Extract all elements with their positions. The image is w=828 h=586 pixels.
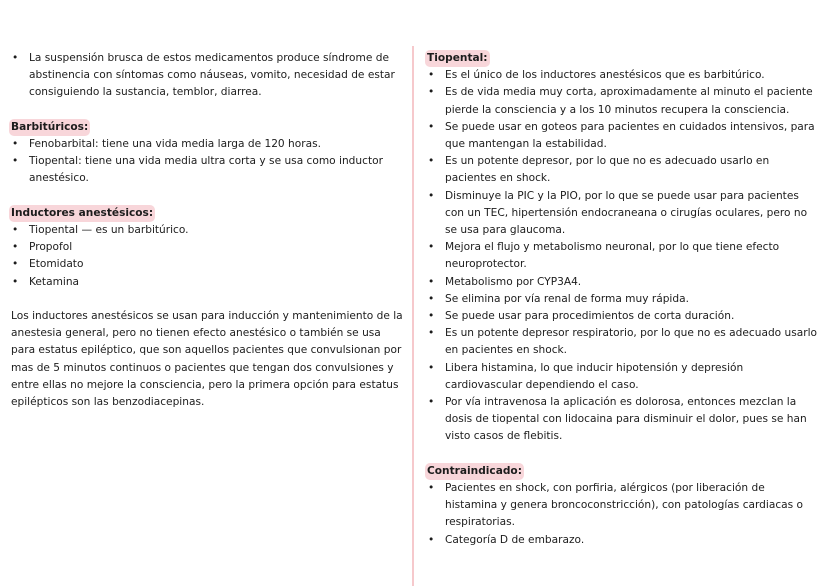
list-item: • Tiopental — es un barbitúrico. — [11, 222, 403, 239]
left-column — [11, 50, 403, 411]
section-heading-contraindicado: Contraindicado: — [425, 463, 524, 480]
list-item: • Es de vida media muy corta, aproximadamente al minuto el paciente pierde la consciencia y a los 10 minutos recupera la consciencia. — [427, 84, 819, 118]
list-item: • Propofol — [11, 239, 403, 256]
list-item: • Mejora el flujo y metabolismo neuronal, por lo que tiene efecto neuroprotector. — [427, 239, 819, 273]
list-item: • Metabolismo por CYP3A4. — [427, 274, 819, 291]
list-item: • Disminuye la PIC y la PIO, por lo que se puede usar para pacientes con un TEC, hipertensión endocraneana o cirugías oculares, pero no se usa para glaucoma. — [427, 188, 819, 240]
list-item: • Fenobarbital: tiene una vida media larga de 120 horas. — [11, 136, 403, 153]
inductores-list — [11, 222, 403, 291]
list-item: • Por vía intravenosa la aplicación es dolorosa, entonces mezclan la dosis de tiopental con lidocaina para disminuir el dolor, pues se han visto casos de flebitis. — [427, 394, 819, 446]
right-column — [427, 50, 819, 549]
list-item: • Categoría D de embarazo. — [427, 532, 819, 549]
section-heading-barbituricos: Barbitúricos: — [9, 119, 90, 136]
list-item: • Tiopental: tiene una vida media ultra corta y se usa como inductor anestésico. — [11, 153, 403, 187]
list-item: • Se puede usar en goteos para pacientes en cuidados intensivos, para que mantengan la estabilidad. — [427, 119, 819, 153]
column-divider — [412, 46, 414, 586]
section-heading-inductores: Inductores anestésicos: — [9, 205, 155, 222]
list-item: • Se puede usar para procedimientos de corta duración. — [427, 308, 819, 325]
list-item: • Es el único de los inductores anestésicos que es barbitúrico. — [427, 67, 819, 84]
list-item: • La suspensión brusca de estos medicamentos produce síndrome de abstinencia con síntomas como náuseas, vomito, necesidad de estar consiguiendo la sustancia, temblor, diarrea. — [11, 50, 403, 102]
contraindicado-list — [427, 480, 819, 549]
list-item: • Es un potente depresor respiratorio, por lo que no es adecuado usarlo en pacientes en shock. — [427, 325, 819, 359]
body-paragraph: Los inductores anestésicos se usan para inducción y mantenimiento de la anestesia general, pero no tienen efecto anestésico o también se usa para estatus epiléptico, que son aquellos pacientes que convulsionan por mas de 5 minutos continuos o pacientes que tengan dos convulsiones y entre ellas no mejore la consciencia, pero la primera opción para estatus epilépticos son las benzodiacepinas. — [11, 310, 403, 409]
section-heading-tiopental: Tiopental: — [425, 50, 490, 67]
list-item: • Pacientes en shock, con porfiria, alérgicos (por liberación de histamina y genera broncoconstricción), con patologías cardiacas o respiratorias. — [427, 480, 819, 532]
list-item: • Libera histamina, lo que inducir hipotensión y depresión cardiovascular dependiendo el caso. — [427, 360, 819, 394]
barbituricos-list — [11, 136, 403, 188]
list-item: • Es un potente depresor, por lo que no es adecuado usarlo en pacientes en shock. — [427, 153, 819, 187]
tiopental-list — [427, 67, 819, 445]
list-item: • Ketamina — [11, 274, 403, 291]
list-item: • Se elimina por vía renal de forma muy rápida. — [427, 291, 819, 308]
list-item: • Etomidato — [11, 256, 403, 273]
intro-list — [11, 50, 403, 102]
